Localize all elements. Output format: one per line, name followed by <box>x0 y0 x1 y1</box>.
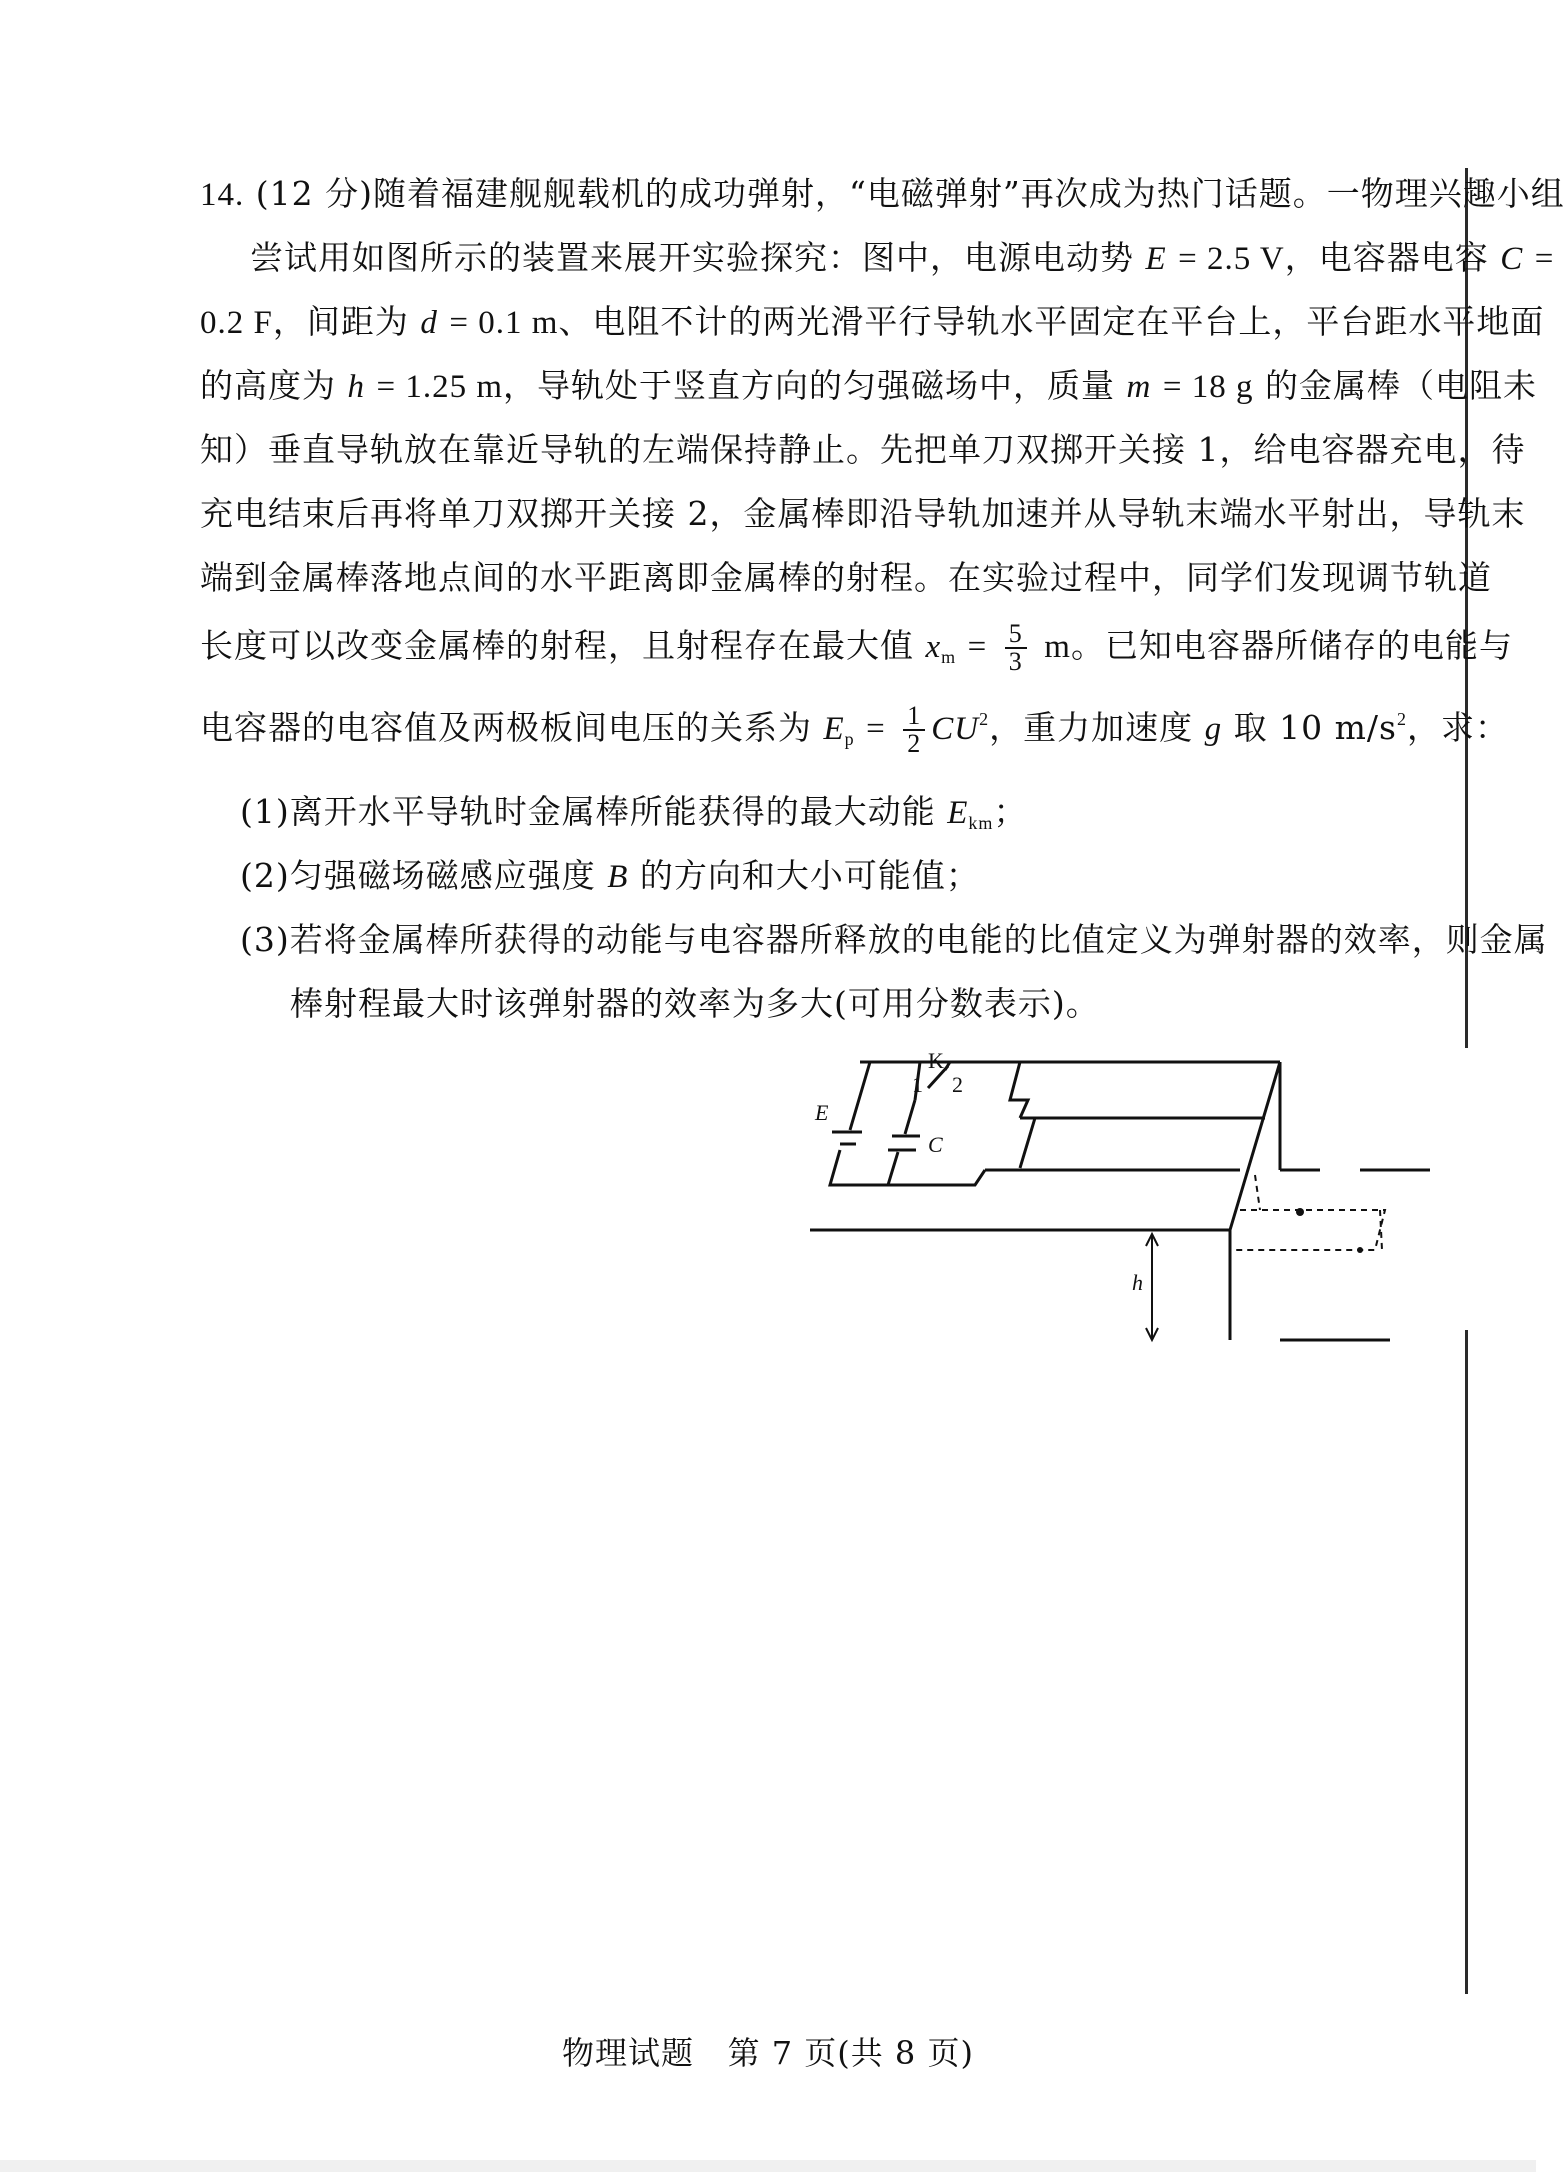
battery-left-wire <box>830 1062 895 1185</box>
sub-question-3-line-1: (3)若将金属棒所获得的动能与电容器所释放的电能的比值定义为弹射器的效率，则金属 <box>240 920 1548 959</box>
problem-text-7: ，导轨处于竖直方向的匀强磁场中，质量 <box>503 366 1116 405</box>
energy-formula-rest: CU <box>931 711 980 747</box>
experiment-apparatus-diagram <box>800 1050 1440 1350</box>
problem-text-6: 的高度为 <box>200 366 336 405</box>
problem-line-9 <box>200 702 1509 757</box>
capacitor-label-c: C <box>928 1132 943 1157</box>
footer-page-number: 第 7 页(共 8 页) <box>727 2034 974 2072</box>
sub-question-2-suffix: 的方向和大小可能值； <box>639 856 980 895</box>
trajectory-box-inner <box>1255 1175 1382 1250</box>
mass-value: = 18 g <box>1162 369 1254 405</box>
page-footer <box>0 2028 1536 2074</box>
problem-line-8 <box>200 620 1513 675</box>
max-kinetic-energy-subscript: km <box>968 813 994 833</box>
problem-text-16: 取 10 m/s <box>1233 708 1397 747</box>
mass-symbol: m <box>1126 369 1152 405</box>
max-range-eq: = <box>967 629 988 665</box>
max-range-fraction <box>1005 621 1027 675</box>
problem-text-15: ，重力加速度 <box>989 708 1194 747</box>
problem-text-5: 、电阻不计的两光滑平行导轨水平固定在平台上，平台距水平地面 <box>558 302 1545 341</box>
spacing-symbol: d <box>420 305 438 341</box>
problem-line-4 <box>200 360 1537 407</box>
height-label-h: h <box>1132 1270 1143 1295</box>
problem-line-1 <box>200 168 1565 215</box>
sub-question-2-text: (2)匀强磁场磁感应强度 <box>240 856 596 895</box>
gravity-exponent: 2 <box>1396 709 1407 729</box>
problem-text-8: 的金属棒（电阻未 <box>1265 366 1537 405</box>
max-range-unit: m <box>1044 629 1071 665</box>
energy-exponent: 2 <box>979 709 990 729</box>
problem-line-3 <box>200 296 1544 343</box>
energy-denominator: 2 <box>907 729 922 758</box>
metal-bar <box>1020 1118 1035 1168</box>
question-number: 14. <box>200 177 245 213</box>
problem-text-13: 。已知电容器所储存的电能与 <box>1070 626 1513 665</box>
capacitor-wires <box>888 1100 915 1185</box>
footer-subject: 物理试题 <box>562 2034 695 2072</box>
emf-symbol: E <box>1145 241 1167 277</box>
capacitance-symbol: C <box>1500 241 1524 277</box>
problem-text-14: 电容器的电容值及两极板间电压的关系为 <box>200 708 812 747</box>
spacing-value: = 0.1 m <box>449 305 559 341</box>
magnetic-field-symbol: B <box>607 859 629 895</box>
gravity-symbol: g <box>1204 711 1223 747</box>
max-kinetic-energy-symbol: E <box>947 795 969 831</box>
max-range-denominator: 3 <box>1008 647 1023 676</box>
height-value: = 1.25 m <box>376 369 504 405</box>
emf-value: = 2.5 V <box>1178 241 1285 277</box>
bar-landing-point <box>1357 1247 1363 1253</box>
scan-bottom-band <box>0 2160 1536 2172</box>
max-range-subscript: m <box>941 647 957 667</box>
problem-line-5: 知）垂直导轨放在靠近导轨的左端保持静止。先把单刀双掷开关接 1，给电容器充电，待 <box>200 430 1526 469</box>
max-range-symbol: x <box>925 629 942 665</box>
bar-launch-point <box>1296 1208 1304 1216</box>
problem-text-2: 尝试用如图所示的装置来展开实验探究：图中，电源电动势 <box>250 238 1134 277</box>
problem-line-7: 端到金属棒落地点间的水平距离即金属棒的射程。在实验过程中，同学们发现调节轨道 <box>200 558 1492 597</box>
sub-question-1 <box>240 786 1027 834</box>
max-range-numerator: 5 <box>1005 621 1027 649</box>
energy-eq: = <box>866 711 886 747</box>
problem-text-4: ，间距为 <box>272 302 409 341</box>
page-edge-line-bottom <box>1465 1330 1468 1994</box>
capacitance-eq: = <box>1534 241 1555 277</box>
problem-text-3: ，电容器电容 <box>1284 238 1489 277</box>
energy-subscript: p <box>844 729 855 749</box>
sub-question-2 <box>240 850 980 897</box>
height-symbol: h <box>347 369 365 405</box>
energy-symbol: E <box>823 711 845 747</box>
sub-question-1-text: (1)离开水平导轨时金属棒所能获得的最大动能 <box>240 792 936 831</box>
problem-text-17: ，求： <box>1406 708 1509 747</box>
question-score: (12 分) <box>255 174 373 213</box>
switch-terminal-1: 1 <box>912 1072 923 1097</box>
energy-numerator: 1 <box>903 703 925 731</box>
capacitance-value: 0.2 F <box>200 305 273 341</box>
switch-label-k: K <box>928 1048 944 1073</box>
trajectory-box <box>1230 1210 1385 1250</box>
energy-fraction <box>903 703 925 757</box>
problem-text-1: 随着福建舰舰载机的成功弹射，“电磁弹射”再次成为热门话题。一物理兴趣小组 <box>372 174 1565 213</box>
sub-question-1-end: ； <box>993 792 1028 831</box>
problem-line-2 <box>250 232 1554 279</box>
sub-question-3-line-2: 棒射程最大时该弹射器的效率为多大(可用分数表示)。 <box>290 984 1100 1023</box>
battery-label-e: E <box>815 1100 829 1125</box>
platform-right-back-edge <box>1230 1062 1280 1230</box>
switch-terminal-2: 2 <box>952 1072 963 1097</box>
problem-line-6: 充电结束后再将单刀双掷开关接 2，金属棒即沿导轨加速并从导轨末端水平射出，导轨末 <box>200 494 1526 533</box>
problem-text-12: 长度可以改变金属棒的射程，且射程存在最大值 <box>200 626 914 665</box>
